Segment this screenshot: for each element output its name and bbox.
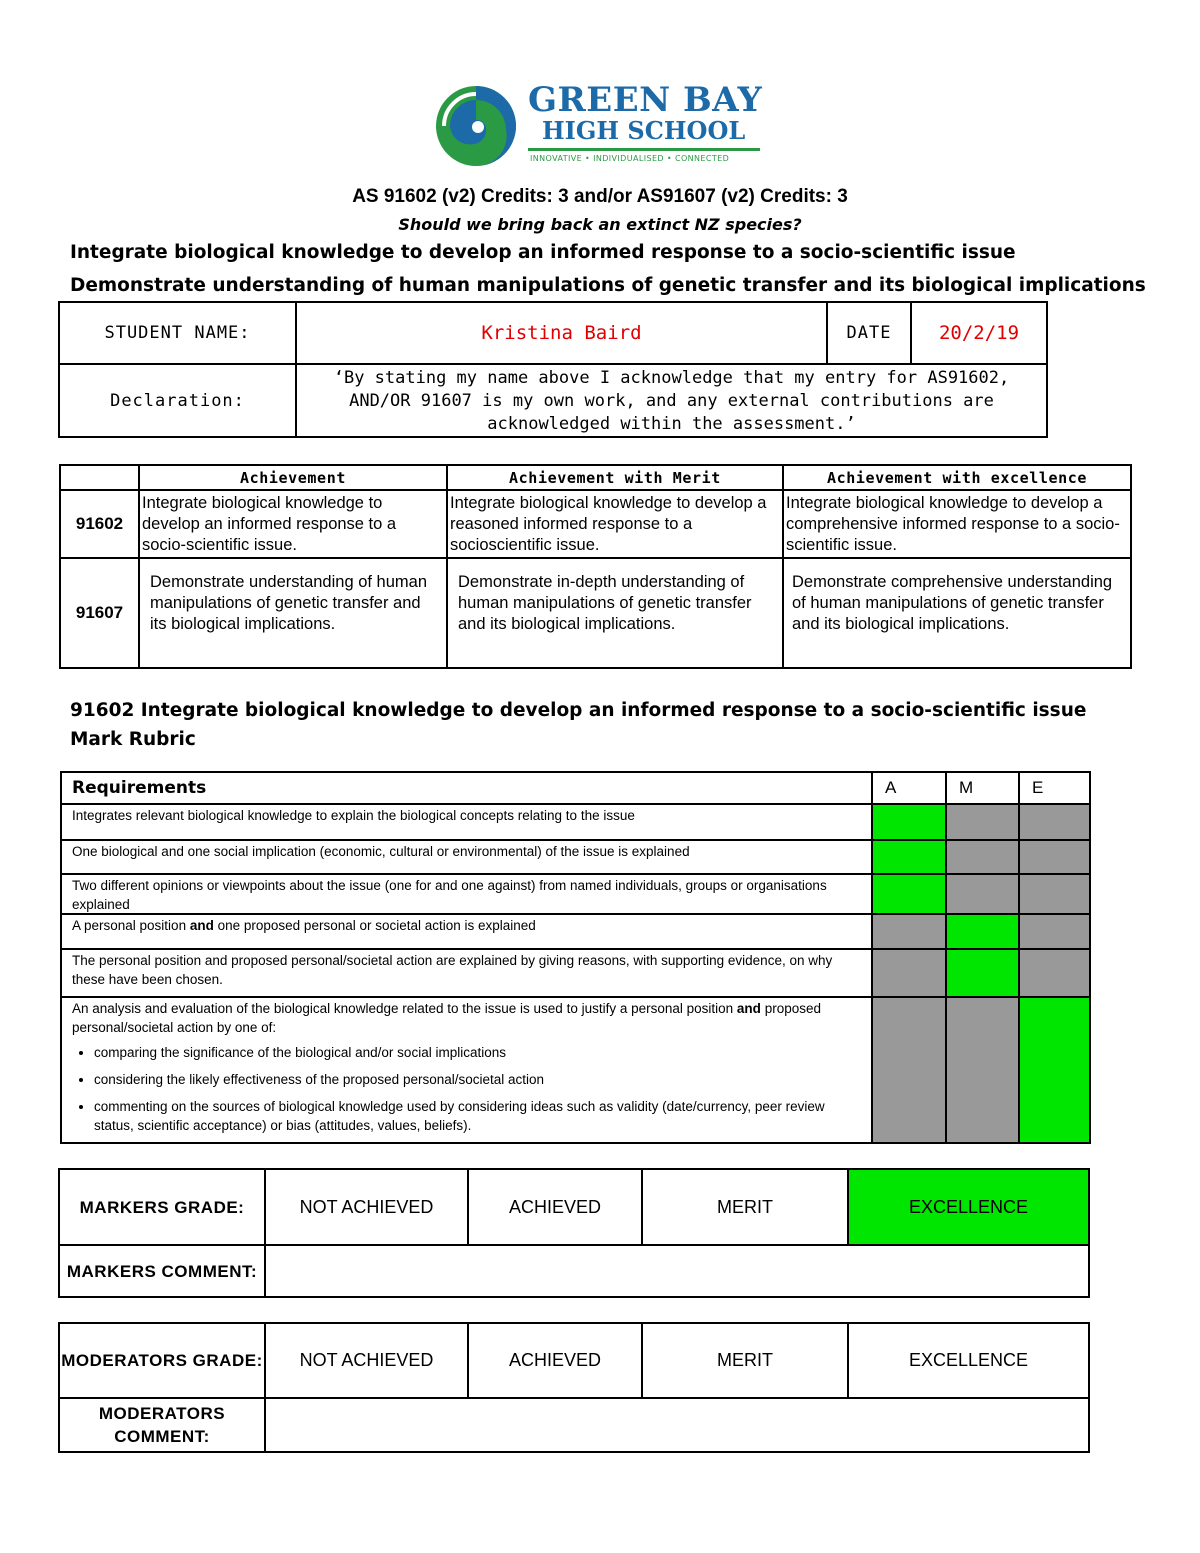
moderators-comment-label: MODERATORS COMMENT: (98, 1404, 226, 1446)
requirement-3: Two different opinions or viewpoints about the issue (one for and one against) from named individuals, groups or organisations explained (72, 878, 827, 912)
markers-grade-label: MARKERS GRADE: (79, 1197, 245, 1217)
std-91602-excellence: Integrate biological knowledge to develop a comprehensive informed response to a socio- scientific issue. (786, 494, 1120, 554)
logo-line2: HIGH SCHOOL (542, 116, 746, 145)
std-91602-achieved: Integrate biological knowledge to develop an informed response to a socio-scientific issue. (142, 494, 397, 554)
requirement-6-bullet-2: • considering the likely effectiveness of the proposed personal/societal action (94, 1070, 858, 1089)
standard-code-91607: 91607 (75, 603, 124, 622)
header-merit: Achievement with Merit (509, 468, 721, 487)
requirement-1: Integrates relevant biological knowledge to explain the biological concepts relating to the issue (72, 808, 635, 823)
grade-header-e: E (1032, 778, 1044, 797)
moderators-option-merit[interactable]: MERIT (717, 1350, 773, 1370)
requirement-4: A personal position and one proposed personal or societal action is explained (72, 918, 536, 933)
logo-tagline: INNOVATIVE • INDIVIDUALISED • CONNECTED (530, 154, 730, 163)
requirement-6: An analysis and evaluation of the biological knowledge related to the issue is used to justify a personal position and proposed personal/societal action by one of: • comparing the significance of the biological and/or social implications • considering the likely effectiveness of the proposed personal/societal action • commenting on the sources of biological knowledge used by considering ideas such as validity (date/currency, peer review status, scientific acceptance) or bias (attitudes, values, beliefs). (62, 999, 862, 1143)
question-heading: Should we bring back an extinct NZ species? (398, 215, 802, 234)
requirement-2: One biological and one social implication (economic, cultural or environmental) of the issue is explained (72, 844, 690, 859)
requirement-5: The personal position and proposed personal/societal action are explained by giving reasons, with supporting evidence, on why these have been chosen. (72, 953, 833, 987)
requirement-6-bullet-1: • comparing the significance of the biological and/or social implications (94, 1043, 858, 1062)
date-label: DATE (846, 323, 892, 343)
markers-option-achieved[interactable]: ACHIEVED (508, 1196, 602, 1217)
std-91607-achieved: Demonstrate understanding of human manipulations of genetic transfer and its biological implications. (150, 573, 428, 633)
koru-logo-icon (434, 80, 524, 172)
logo-line1: GREEN BAY (528, 80, 763, 120)
grade-header-m: M (959, 778, 974, 797)
header-excellence: Achievement with excellence (826, 468, 1088, 487)
std-91607-excellence: Demonstrate comprehensive understanding of human manipulations of genetic transfer and its biological implications. (792, 573, 1113, 633)
markers-option-not-achieved[interactable]: NOT ACHIEVED (299, 1196, 434, 1217)
markers-option-excellence[interactable]: EXCELLENCE (908, 1196, 1029, 1217)
school-logo (434, 80, 764, 172)
moderators-option-excellence[interactable]: EXCELLENCE (908, 1350, 1029, 1370)
markers-comment-label: MARKERS COMMENT: (66, 1261, 258, 1281)
student-name-label: STUDENT NAME: (104, 323, 251, 343)
standard-heading-2: Demonstrate understanding of human manipulations of genetic transfer and its biological implications (70, 275, 1146, 296)
credits-heading: AS 91602 (v2) Credits: 3 and/or AS91607 (v2) Credits: 3 (352, 186, 848, 207)
moderators-option-not-achieved[interactable]: NOT ACHIEVED (299, 1350, 434, 1370)
standard-code-91602: 91602 (75, 514, 124, 533)
markers-comment-field[interactable] (266, 1246, 1088, 1296)
rubric-title: 91602 Integrate biological knowledge to develop an informed response to a socio-scientific issue Mark Rubric (70, 700, 1087, 750)
moderators-grade-label: MODERATORS GRADE: (61, 1351, 263, 1370)
grade-header-a: A (885, 778, 897, 797)
date-field[interactable]: 20/2/19 (938, 322, 1020, 344)
requirement-6-bullet-3: • commenting on the sources of biological knowledge used by considering ideas such as validity (date/currency, peer review status, scientific acceptance) or bias (attitudes, values, beliefs). (94, 1097, 858, 1135)
moderators-option-achieved[interactable]: ACHIEVED (508, 1350, 602, 1370)
student-name-field[interactable]: Kristina Baird (481, 322, 642, 344)
declaration-text: ‘By stating my name above I acknowledge that my entry for AS91602, AND/OR 91607 is my own work, and any external contributions are acknowledged within the assessment.’ (333, 368, 1010, 434)
std-91602-merit: Integrate biological knowledge to develop a reasoned informed response to a socioscientific issue. (450, 494, 767, 554)
std-91607-merit: Demonstrate in-depth understanding of human manipulations of genetic transfer and its biological implications. (458, 573, 752, 633)
requirements-header: Requirements (72, 778, 207, 798)
standard-heading-1: Integrate biological knowledge to develop an informed response to a socio-scientific issue (70, 242, 1016, 263)
declaration-label: Declaration: (110, 390, 245, 411)
header-achievement: Achievement (240, 468, 346, 487)
logo-rule (528, 148, 760, 151)
markers-option-merit[interactable]: MERIT (717, 1196, 773, 1217)
moderators-comment-field[interactable] (266, 1399, 1088, 1451)
